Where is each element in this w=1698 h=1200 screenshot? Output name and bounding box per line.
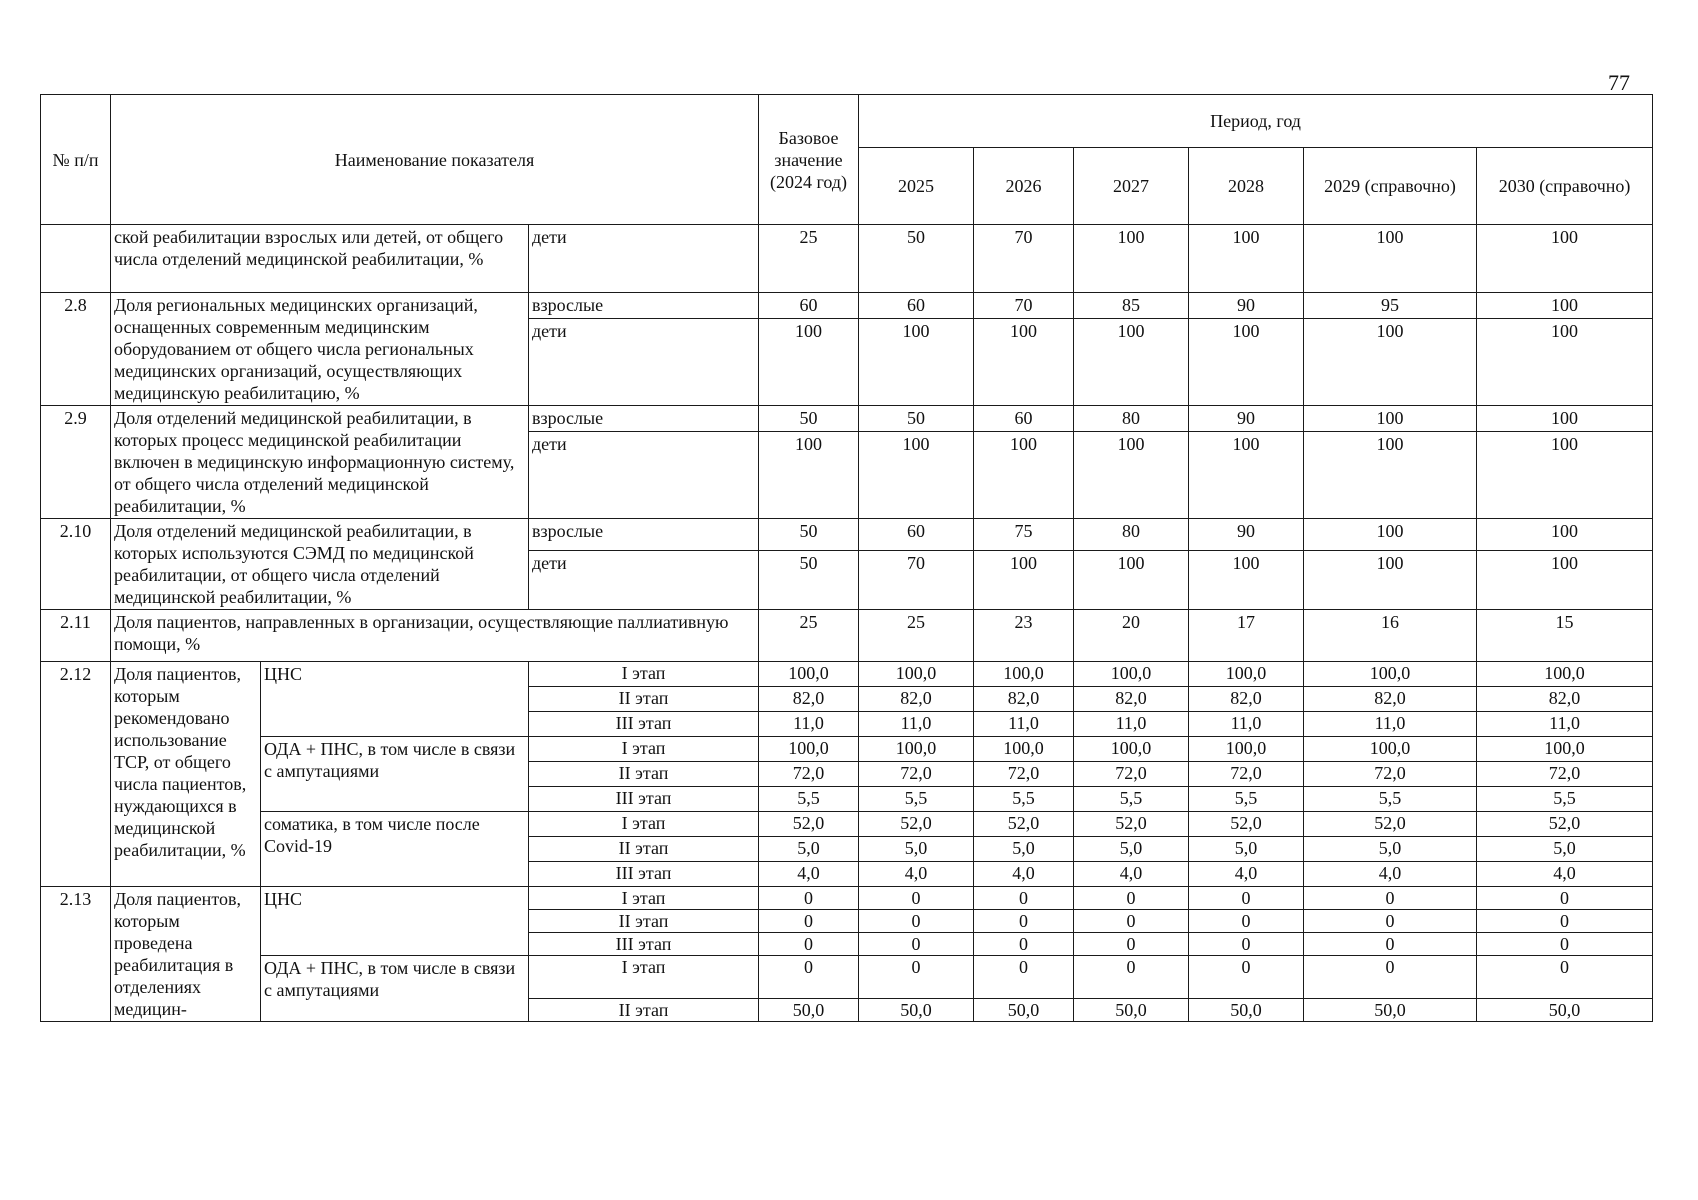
value-cell: 100 bbox=[1189, 225, 1304, 293]
value-cell: 90 bbox=[1189, 406, 1304, 432]
value-cell: 100 bbox=[1074, 319, 1189, 406]
value-cell: 82,0 bbox=[1074, 687, 1189, 712]
stage-label: II этап bbox=[529, 910, 759, 933]
value-cell: 0 bbox=[1074, 933, 1189, 956]
value-cell: 11,0 bbox=[974, 712, 1074, 737]
value-cell: 0 bbox=[859, 887, 974, 910]
value-cell: 60 bbox=[859, 519, 974, 551]
value-cell: 72,0 bbox=[759, 762, 859, 787]
value-cell: 82,0 bbox=[974, 687, 1074, 712]
stage-label: II этап bbox=[529, 837, 759, 862]
table-row bbox=[41, 812, 1653, 837]
indicator-name: Доля отделений медицинской реабилитации, в которых используются СЭМД по медицинской реабилитации, от общего числа отделений медицинской реабилитации, % bbox=[111, 519, 529, 610]
value-cell: 0 bbox=[974, 956, 1074, 999]
value-cell: 50,0 bbox=[1304, 998, 1477, 1022]
value-cell: 100,0 bbox=[974, 737, 1074, 762]
table-row bbox=[41, 737, 1653, 762]
header-base: Базовое значение (2024 год) bbox=[759, 95, 859, 225]
value-cell: 82,0 bbox=[1189, 687, 1304, 712]
value-cell: 100,0 bbox=[1074, 662, 1189, 687]
group-label: дети bbox=[529, 319, 759, 406]
value-cell: 52,0 bbox=[974, 812, 1074, 837]
value-cell: 100 bbox=[1074, 551, 1189, 610]
value-cell: 50 bbox=[759, 406, 859, 432]
value-cell: 100 bbox=[759, 432, 859, 519]
stage-label: III этап bbox=[529, 933, 759, 956]
value-cell: 100 bbox=[974, 432, 1074, 519]
value-cell: 4,0 bbox=[759, 862, 859, 887]
value-cell: 100 bbox=[1304, 225, 1477, 293]
value-cell: 0 bbox=[974, 933, 1074, 956]
value-cell: 100 bbox=[1477, 551, 1653, 610]
stage-label: II этап bbox=[529, 687, 759, 712]
header-year: 2030 (справочно) bbox=[1477, 148, 1653, 225]
value-cell: 50,0 bbox=[759, 998, 859, 1022]
indicator-name: Доля региональных медицинских организаций, оснащенных современным медицинским оборудованием от общего числа региональных медицинских организаций, осуществляющих медицинскую реабилитацию, % bbox=[111, 293, 529, 406]
value-cell: 0 bbox=[759, 956, 859, 999]
value-cell: 100,0 bbox=[759, 662, 859, 687]
value-cell: 0 bbox=[759, 887, 859, 910]
value-cell: 0 bbox=[1477, 910, 1653, 933]
value-cell: 20 bbox=[1074, 610, 1189, 662]
value-cell: 11,0 bbox=[859, 712, 974, 737]
table-row bbox=[41, 225, 1653, 293]
value-cell: 5,5 bbox=[974, 787, 1074, 812]
value-cell: 50,0 bbox=[974, 998, 1074, 1022]
value-cell: 60 bbox=[859, 293, 974, 319]
table-row bbox=[41, 293, 1653, 319]
header-year: 2027 bbox=[1074, 148, 1189, 225]
stage-label: II этап bbox=[529, 998, 759, 1022]
value-cell: 5,5 bbox=[1304, 787, 1477, 812]
page-number: 77 bbox=[1608, 70, 1630, 95]
value-cell: 11,0 bbox=[1477, 712, 1653, 737]
value-cell: 23 bbox=[974, 610, 1074, 662]
value-cell: 100,0 bbox=[1189, 737, 1304, 762]
indicator-name: Доля пациентов, которым проведена реабилитация в отделениях медицин- bbox=[111, 887, 261, 1022]
header-year: 2028 bbox=[1189, 148, 1304, 225]
value-cell: 5,5 bbox=[1189, 787, 1304, 812]
indicators-table bbox=[40, 94, 1653, 1022]
value-cell: 70 bbox=[974, 225, 1074, 293]
group-label: взрослые bbox=[529, 519, 759, 551]
header-period: Период, год bbox=[859, 95, 1653, 148]
value-cell: 100 bbox=[1189, 319, 1304, 406]
value-cell: 100,0 bbox=[759, 737, 859, 762]
value-cell: 0 bbox=[1189, 887, 1304, 910]
value-cell: 72,0 bbox=[1189, 762, 1304, 787]
value-cell: 100,0 bbox=[1304, 662, 1477, 687]
value-cell: 100 bbox=[1477, 293, 1653, 319]
table-row bbox=[41, 519, 1653, 551]
value-cell: 52,0 bbox=[1304, 812, 1477, 837]
value-cell: 0 bbox=[1477, 933, 1653, 956]
stage-label: I этап bbox=[529, 812, 759, 837]
value-cell: 100,0 bbox=[859, 662, 974, 687]
value-cell: 5,0 bbox=[1477, 837, 1653, 862]
stage-label: I этап bbox=[529, 662, 759, 687]
value-cell: 50 bbox=[759, 551, 859, 610]
stage-label: III этап bbox=[529, 862, 759, 887]
row-number: 2.10 bbox=[41, 519, 111, 610]
value-cell: 4,0 bbox=[1189, 862, 1304, 887]
row-number: 2.11 bbox=[41, 610, 111, 662]
table-row bbox=[41, 662, 1653, 687]
value-cell: 52,0 bbox=[1477, 812, 1653, 837]
value-cell: 4,0 bbox=[1074, 862, 1189, 887]
value-cell: 100 bbox=[1477, 225, 1653, 293]
value-cell: 70 bbox=[859, 551, 974, 610]
value-cell: 5,5 bbox=[1074, 787, 1189, 812]
value-cell: 15 bbox=[1477, 610, 1653, 662]
value-cell: 0 bbox=[759, 933, 859, 956]
value-cell: 11,0 bbox=[1189, 712, 1304, 737]
table-row bbox=[41, 610, 1653, 662]
header-year: 2025 bbox=[859, 148, 974, 225]
value-cell: 4,0 bbox=[974, 862, 1074, 887]
value-cell: 72,0 bbox=[1477, 762, 1653, 787]
value-cell: 0 bbox=[1304, 933, 1477, 956]
value-cell: 11,0 bbox=[1304, 712, 1477, 737]
group-label: соматика, в том числе после Covid-19 bbox=[261, 812, 529, 887]
value-cell: 0 bbox=[1477, 887, 1653, 910]
value-cell: 100 bbox=[759, 319, 859, 406]
value-cell: 100 bbox=[1304, 432, 1477, 519]
value-cell: 0 bbox=[1304, 887, 1477, 910]
value-cell: 50,0 bbox=[1074, 998, 1189, 1022]
indicator-name: Доля пациентов, направленных в организации, осуществляющие паллиативную помощи, % bbox=[111, 610, 759, 662]
value-cell: 60 bbox=[759, 293, 859, 319]
value-cell: 100 bbox=[1189, 551, 1304, 610]
value-cell: 50 bbox=[859, 406, 974, 432]
value-cell: 52,0 bbox=[1074, 812, 1189, 837]
value-cell: 100 bbox=[859, 432, 974, 519]
value-cell: 4,0 bbox=[859, 862, 974, 887]
value-cell: 100,0 bbox=[1189, 662, 1304, 687]
value-cell: 5,0 bbox=[974, 837, 1074, 862]
value-cell: 80 bbox=[1074, 406, 1189, 432]
value-cell: 100 bbox=[974, 319, 1074, 406]
value-cell: 100,0 bbox=[1074, 737, 1189, 762]
value-cell: 0 bbox=[974, 887, 1074, 910]
table-row bbox=[41, 406, 1653, 432]
value-cell: 0 bbox=[1074, 956, 1189, 999]
value-cell: 85 bbox=[1074, 293, 1189, 319]
value-cell: 100 bbox=[1304, 551, 1477, 610]
value-cell: 5,5 bbox=[859, 787, 974, 812]
value-cell: 80 bbox=[1074, 519, 1189, 551]
value-cell: 11,0 bbox=[1074, 712, 1189, 737]
value-cell: 0 bbox=[1189, 956, 1304, 999]
value-cell: 82,0 bbox=[1304, 687, 1477, 712]
value-cell: 90 bbox=[1189, 519, 1304, 551]
row-number: 2.13 bbox=[41, 887, 111, 1022]
value-cell: 5,5 bbox=[759, 787, 859, 812]
value-cell: 100 bbox=[1189, 432, 1304, 519]
value-cell: 4,0 bbox=[1477, 862, 1653, 887]
value-cell: 5,0 bbox=[859, 837, 974, 862]
value-cell: 25 bbox=[759, 225, 859, 293]
value-cell: 100,0 bbox=[1304, 737, 1477, 762]
stage-label: II этап bbox=[529, 762, 759, 787]
value-cell: 100,0 bbox=[1477, 662, 1653, 687]
value-cell: 100 bbox=[1477, 406, 1653, 432]
value-cell: 0 bbox=[759, 910, 859, 933]
value-cell: 70 bbox=[974, 293, 1074, 319]
indicator-name: Доля отделений медицинской реабилитации, в которых процесс медицинской реабилитации включен в медицинскую информационную систему, от общего числа отделений медицинской реабилитации, % bbox=[111, 406, 529, 519]
value-cell: 100 bbox=[1477, 432, 1653, 519]
value-cell: 16 bbox=[1304, 610, 1477, 662]
stage-label: I этап bbox=[529, 737, 759, 762]
group-label: ОДА + ПНС, в том числе в связи с ампутациями bbox=[261, 956, 529, 1022]
value-cell: 100 bbox=[1477, 319, 1653, 406]
value-cell: 100 bbox=[1074, 432, 1189, 519]
value-cell: 5,5 bbox=[1477, 787, 1653, 812]
group-label: дети bbox=[529, 225, 759, 293]
value-cell: 0 bbox=[859, 910, 974, 933]
value-cell: 100 bbox=[1304, 519, 1477, 551]
value-cell: 5,0 bbox=[1189, 837, 1304, 862]
group-label: ОДА + ПНС, в том числе в связи с ампутациями bbox=[261, 737, 529, 812]
row-number: 2.8 bbox=[41, 293, 111, 406]
value-cell: 50,0 bbox=[1477, 998, 1653, 1022]
value-cell: 25 bbox=[759, 610, 859, 662]
value-cell: 0 bbox=[1189, 910, 1304, 933]
value-cell: 82,0 bbox=[759, 687, 859, 712]
value-cell: 0 bbox=[1304, 956, 1477, 999]
value-cell: 0 bbox=[859, 956, 974, 999]
group-label: ЦНС bbox=[261, 887, 529, 956]
value-cell: 0 bbox=[859, 933, 974, 956]
value-cell: 11,0 bbox=[759, 712, 859, 737]
value-cell: 75 bbox=[974, 519, 1074, 551]
value-cell: 100 bbox=[1477, 519, 1653, 551]
value-cell: 100,0 bbox=[859, 737, 974, 762]
value-cell: 100,0 bbox=[974, 662, 1074, 687]
value-cell: 50 bbox=[859, 225, 974, 293]
row-number: 2.9 bbox=[41, 406, 111, 519]
value-cell: 5,0 bbox=[1074, 837, 1189, 862]
value-cell: 25 bbox=[859, 610, 974, 662]
value-cell: 52,0 bbox=[1189, 812, 1304, 837]
group-label: ЦНС bbox=[261, 662, 529, 737]
value-cell: 0 bbox=[1477, 956, 1653, 999]
group-label: дети bbox=[529, 432, 759, 519]
value-cell: 72,0 bbox=[859, 762, 974, 787]
table-row bbox=[41, 887, 1653, 910]
value-cell: 100 bbox=[1074, 225, 1189, 293]
value-cell: 72,0 bbox=[1304, 762, 1477, 787]
header-year: 2029 (справочно) bbox=[1304, 148, 1477, 225]
value-cell: 5,0 bbox=[1304, 837, 1477, 862]
value-cell: 50,0 bbox=[1189, 998, 1304, 1022]
value-cell: 17 bbox=[1189, 610, 1304, 662]
value-cell: 90 bbox=[1189, 293, 1304, 319]
value-cell: 100 bbox=[1304, 406, 1477, 432]
indicator-name: Доля пациентов, которым рекомендовано использование ТСР, от общего числа пациентов, нуждающихся в медицинской реабилитации, % bbox=[111, 662, 261, 887]
row-number bbox=[41, 225, 111, 293]
group-label: дети bbox=[529, 551, 759, 610]
value-cell: 100 bbox=[1304, 319, 1477, 406]
value-cell: 50,0 bbox=[859, 998, 974, 1022]
value-cell: 0 bbox=[1074, 887, 1189, 910]
value-cell: 95 bbox=[1304, 293, 1477, 319]
header-num: № п/п bbox=[41, 95, 111, 225]
value-cell: 0 bbox=[974, 910, 1074, 933]
value-cell: 100 bbox=[974, 551, 1074, 610]
value-cell: 72,0 bbox=[974, 762, 1074, 787]
value-cell: 82,0 bbox=[1477, 687, 1653, 712]
header-name: Наименование показателя bbox=[111, 95, 759, 225]
value-cell: 100 bbox=[859, 319, 974, 406]
header-year: 2026 bbox=[974, 148, 1074, 225]
table-row bbox=[41, 956, 1653, 999]
row-number: 2.12 bbox=[41, 662, 111, 887]
value-cell: 72,0 bbox=[1074, 762, 1189, 787]
value-cell: 52,0 bbox=[859, 812, 974, 837]
value-cell: 0 bbox=[1189, 933, 1304, 956]
value-cell: 52,0 bbox=[759, 812, 859, 837]
value-cell: 50 bbox=[759, 519, 859, 551]
indicator-name: ской реабилитации взрослых или детей, от общего числа отделений медицинской реабилитации, % bbox=[111, 225, 529, 293]
value-cell: 0 bbox=[1304, 910, 1477, 933]
stage-label: III этап bbox=[529, 787, 759, 812]
value-cell: 60 bbox=[974, 406, 1074, 432]
value-cell: 100,0 bbox=[1477, 737, 1653, 762]
value-cell: 82,0 bbox=[859, 687, 974, 712]
group-label: взрослые bbox=[529, 406, 759, 432]
group-label: взрослые bbox=[529, 293, 759, 319]
stage-label: III этап bbox=[529, 712, 759, 737]
stage-label: I этап bbox=[529, 956, 759, 999]
value-cell: 4,0 bbox=[1304, 862, 1477, 887]
value-cell: 0 bbox=[1074, 910, 1189, 933]
value-cell: 5,0 bbox=[759, 837, 859, 862]
stage-label: I этап bbox=[529, 887, 759, 910]
